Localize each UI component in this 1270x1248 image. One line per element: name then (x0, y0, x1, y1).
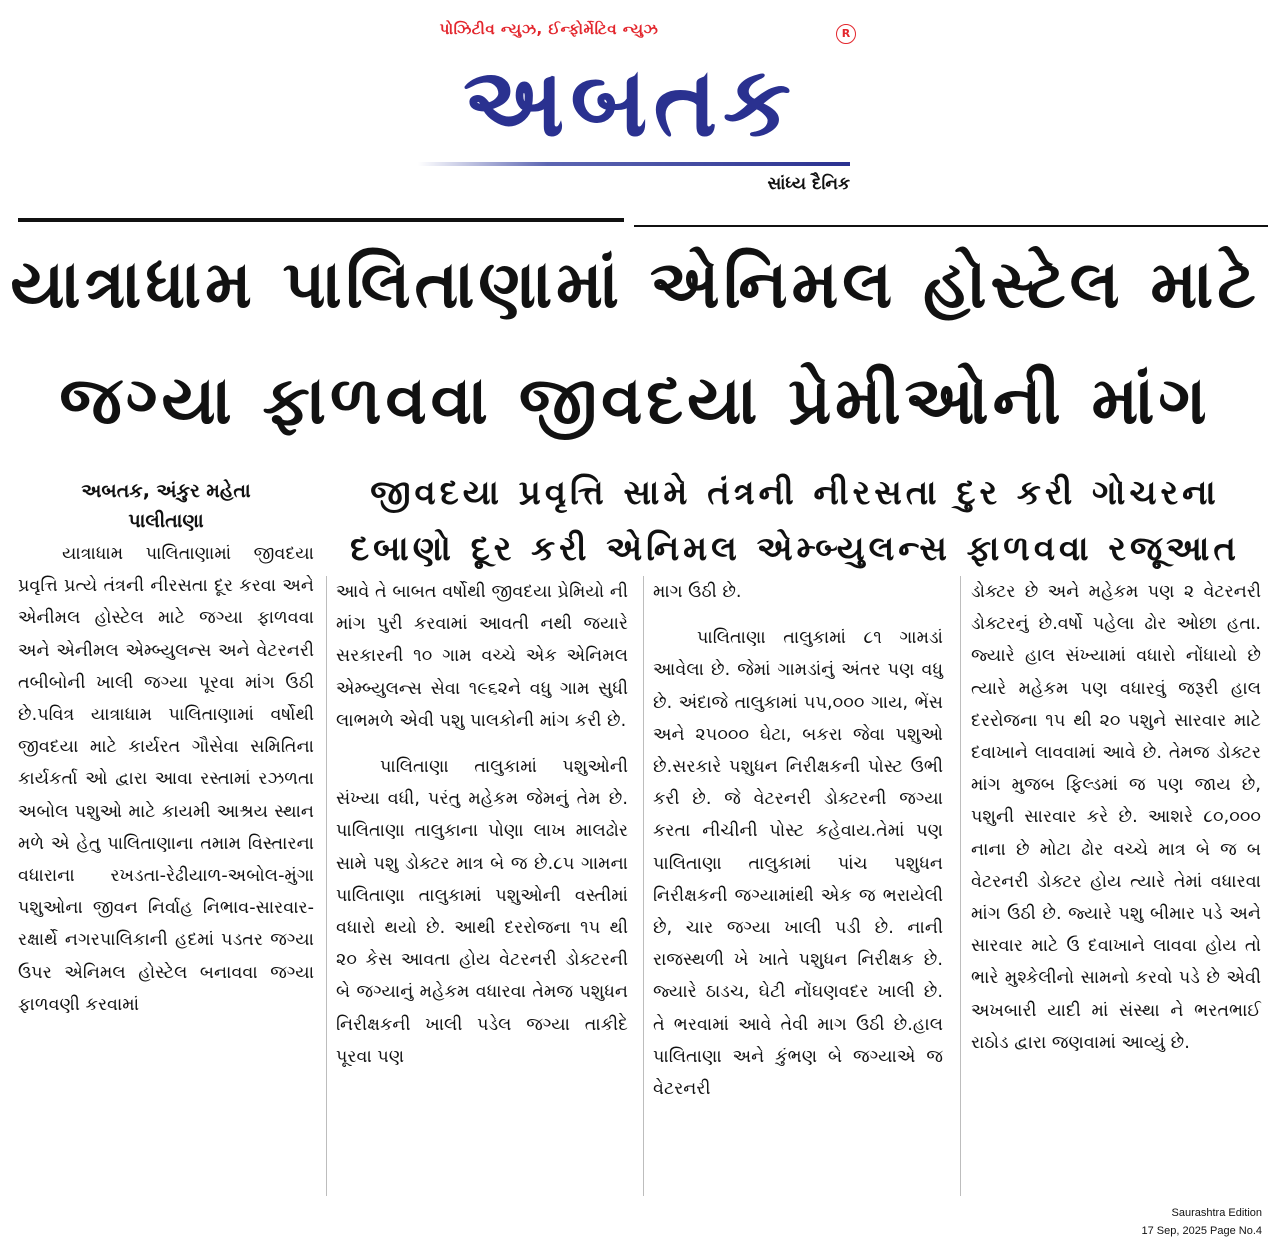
article-column-2 (336, 576, 628, 1073)
edition-type: સાંધ્ય દૈનિક (767, 174, 850, 194)
subheadline-line-1: જીવદયા પ્રવૃત્તિ સામે તંત્રની નીરસતા દુર કરી ગોચરના (370, 473, 1220, 513)
column-3-paragraph-1: માગ ઉઠી છે. (653, 582, 742, 602)
column-divider (960, 576, 961, 1196)
logo-underline (418, 162, 850, 166)
byline-place: પાલીતાણા (128, 510, 204, 532)
column-3-paragraph-2: પાલિતાણા તાલુકામાં ૮૧ ગામડાં આવેલા છે. જેમાં ગામડાંનું અંતર પણ વધુ છે. અંદાજે તાલુકામાં ૫૫,૦૦૦ ગાય, ભેંસ અને ૨૫૦૦૦ ઘેટા, બકરા જેવા પશુઓ છે.સરકારે પશુધન નિરીક્ષકની પોસ્ટ ઉભી કરી છે. જે વેટરનરી ડોક્ટરની જગ્યા કરતા નીચીની પોસ્ટ કહેવાય.તેમાં પણ પાલિતાણા તાલુકામાં પાંચ પશુધન નિરીક્ષકની જગ્યામાંથી એક જ ભરાયેલી છે, ચાર જગ્યા ખાલી પડી છે. નાની રાજસ્થળી ખે ખાતે પશુધન નિરીક્ષક છે. જ્યારે ઠાડચ, ઘેટી નોંઘણવદર ખાલી છે. તે ભરવામાં આવે તેવી માગ ઉઠી છે.હાલ પાલિતાણા અને કુંભણ બે જગ્યાએ જ વેટરનરી (653, 628, 943, 1100)
footer-date-page: 17 Sep, 2025 Page No.4 (1141, 1225, 1262, 1237)
footer-edition: Saurashtra Edition (1171, 1207, 1262, 1219)
header-rule-right (634, 225, 1268, 227)
byline-author: અબતક, અંકુર મહેતા (81, 480, 251, 502)
column-2-paragraph-2: પાલિતાણા તાલુકામાં પશુઓની સંખ્યા વધી, પરંતુ મહેકમ જેમનું તેમ છે. પાલિતાણા તાલુકાના પોણા લાખ માલઢોર સામે પશુ ડોક્ટર માત્ર બે જ છે.૮૫ ગામના પાલિતાણા તાલુકામાં પશુઓની વસ્તીમાં વધારો થયો છે. આથી દરરોજના ૧૫ થી ૨૦ કેસ આવતા હોય વેટરનરી ડોક્ટરની બે જગ્યાનું મહેકમ વધારવા તેમજ પશુધન નિરીક્ષકની ખાલી પડેલ જગ્યા તાકીદે પૂરવા પણ (336, 757, 628, 1067)
subheadline-line-2: દબાણો દૂર કરી એનિમલ એમ્બ્યુલન્સ ફાળવવા રજૂઆત (350, 529, 1240, 569)
registered-mark-icon: R (836, 24, 856, 44)
column-divider (643, 576, 644, 1196)
masthead-tagline: પોઝિટીવ ન્યુઝ, ઈન્ફોર્મેટિવ ન્યુઝ (439, 20, 659, 38)
article-column-1 (18, 538, 314, 1021)
headline-line-2: જગ્યા ફાળવવા જીવદયા પ્રેમીઓની માંગ (59, 362, 1211, 439)
article-column-3 (653, 576, 943, 1105)
column-1-paragraph: યાત્રાધામ પાલિતાણામાં જીવદયા પ્રવૃત્તિ પ્રત્યે તંત્રની નીરસતા દૂર કરવા અને એનીમલ હોસ્ટેલ માટે જગ્યા ફાળવવા અને એનીમલ એમ્બ્યુલન્સ અને વેટરનરી તબીબોની ખાલી જગ્યા પૂરવા માંગ ઉઠી છે.પવિત્ર યાત્રાધામ પાલિતાણામાં વર્ષોથી જીવદયા માટે કાર્યરત ગૌસેવા સમિતિના કાર્યકર્તા ઓ દ્વારા આવા રસ્તામાં રઝળતા અબોલ પશુઓ માટે કાયમી આશ્રય સ્થાન મળે એ હેતુ પાલિતાણાના તમામ વિસ્તારના વધારાના રખડતા-રેઢીયાળ-અબોલ-મુંગા પશુઓના જીવન નિર્વાહ નિભાવ-સારવાર-રક્ષાર્થે નગરપાલિકાની હદમાં પડતર જગ્યા ઉપર એનિમલ હોસ્ટેલ બનાવવા જગ્યા ફાળવણી કરવામાં (18, 544, 314, 1015)
headline-line-1: યાત્રાધામ પાલિતાણામાં એનિમલ હોસ્ટેલ માટે (10, 246, 1260, 323)
column-divider (326, 576, 327, 1196)
page-footer (1142, 1204, 1262, 1240)
header-rule-left (18, 218, 624, 222)
byline (18, 476, 314, 536)
column-2-paragraph-1: આવે તે બાબત વર્ષોથી જીવદયા પ્રેમિયો ની માંગ પુરી કરવામાં આવતી નથી જયારે સરકારની ૧૦ ગામ વચ્ચે એક એનિમલ એમ્બ્યુલન્સ સેવા ૧૯૬૨ને વધુ ગામ સુધી લાભમળે એવી પશુ પાલકોની માંગ કરી છે. (336, 582, 628, 731)
column-4-paragraph: ડોક્ટર છે અને મહેકમ પણ ૨ વેટરનરી ડોક્ટરનું છે.વર્ષો પહેલા ઢોર ઓછા હતા. જ્યારે હાલ સંખ્યામાં વધારો નોંધાયો છે ત્યારે મહેકમ પણ વધારવું જરૂરી હાલ દરરોજના ૧૫ થી ૨૦ પશુને સારવાર માટે દવાખાને લાવવામાં આવે છે. તેમજ ડોક્ટર માંગ મુજબ ફિલ્ડમાં જ પણ જાય છે, પશુની સારવાર કરે છે. આશરે ૮૦,૦૦૦ નાના છે મોટા ઢોર વચ્ચે માત્ર બે જ બ વેટરનરી ડોક્ટર હોય ત્યારે તેમાં વધારવા માંગ ઉઠી છે. જ્યારે પશુ બીમાર પડે અને સારવાર માટે ઉ દવાખાને લાવવા હોય તો ભારે મુશ્કેલીનો સામનો કરવો પડે છે એવી અખબારી યાદી માં સંસ્થા ને ભરતભાઈ રાઠોડ દ્વારા જણવામાં આવ્યું છે. (971, 582, 1261, 1053)
article-column-4 (971, 576, 1261, 1059)
newspaper-logo: અબતક (463, 46, 797, 158)
